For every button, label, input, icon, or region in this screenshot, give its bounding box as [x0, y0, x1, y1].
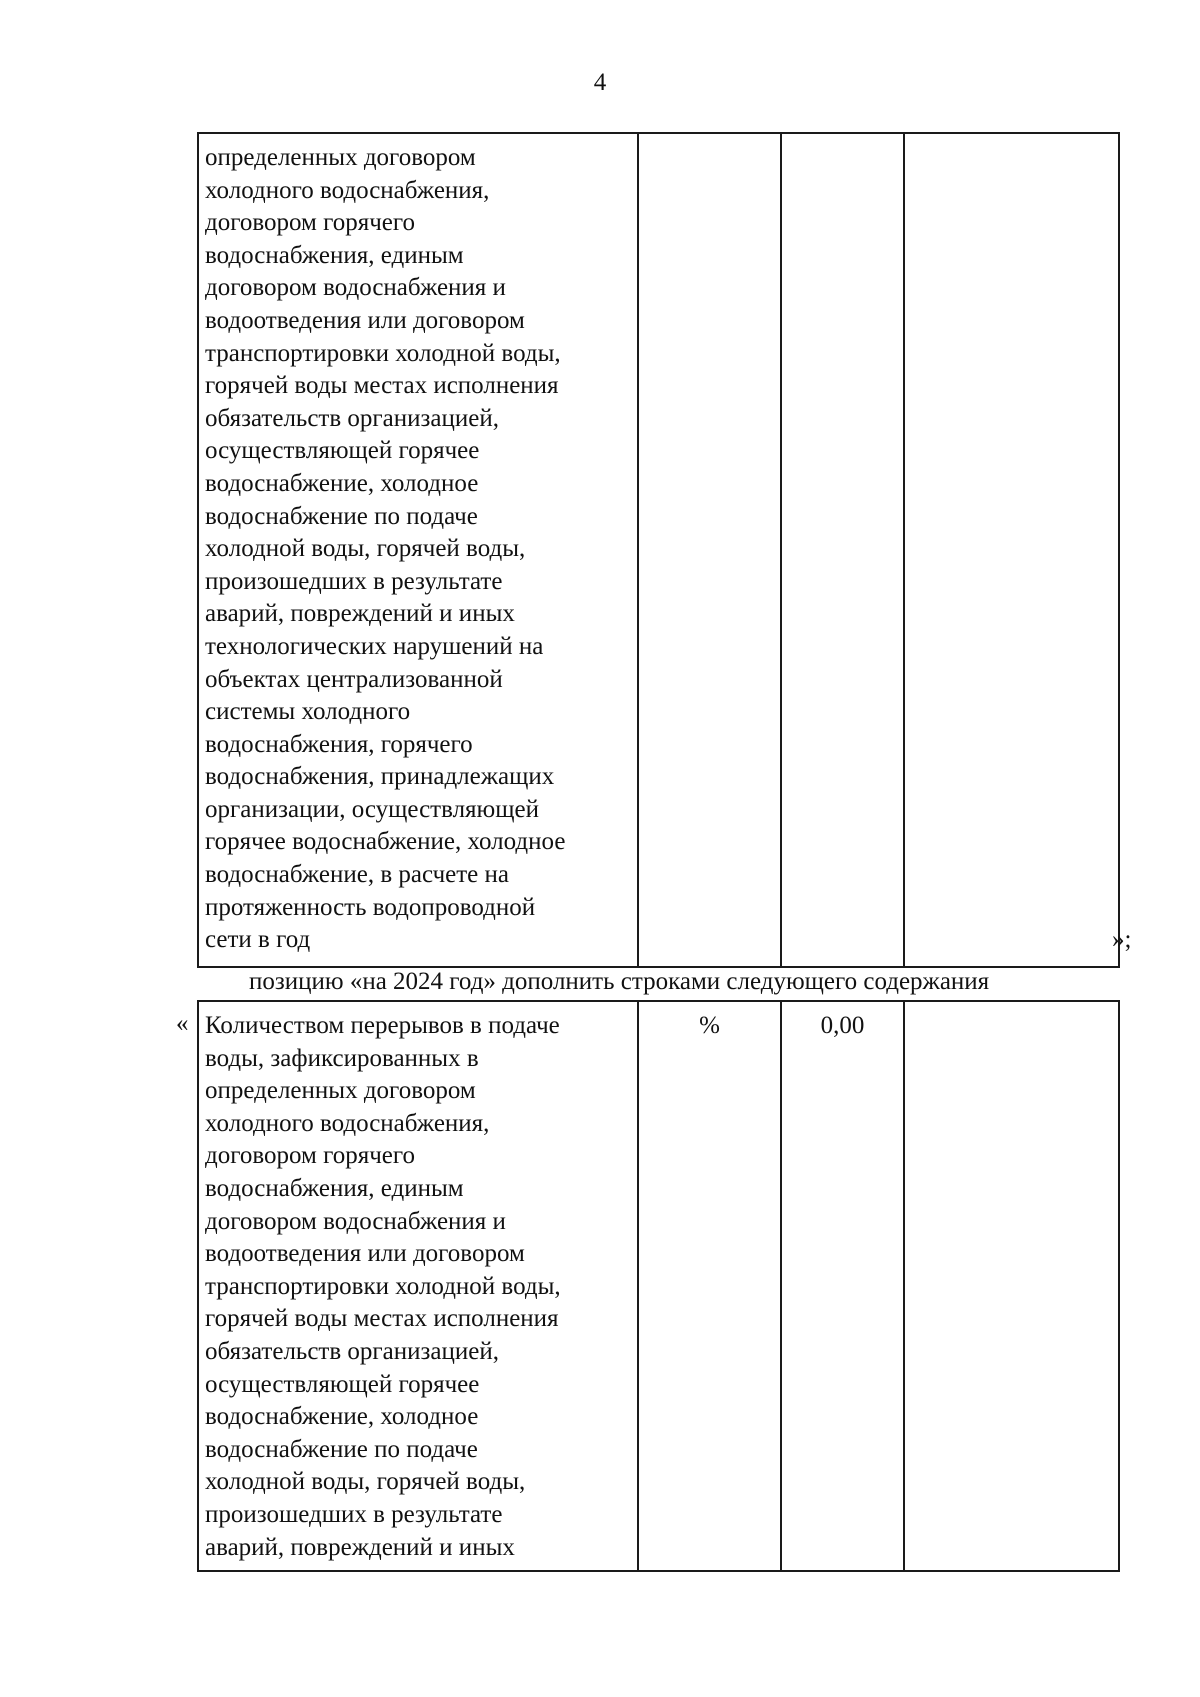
opening-quote-mark: « — [176, 1010, 189, 1037]
page-number: 4 — [593, 69, 607, 96]
indicator-table-new-rows — [197, 1000, 1120, 1572]
value-cell — [781, 133, 904, 967]
empty-cell — [904, 133, 1119, 967]
empty-cell — [904, 1001, 1119, 1571]
indicator-description: определенных договором холодного водоснабжения, договором горячего водоснабжения, единым договором водоснабжения и водоотведения или договором транспортировки холодной воды, горячей воды местах исполнения обязательств организацией, осуществляющей горячее водоснабжение, холодное водоснабжение по подаче холодной воды, горячей воды, произошедших в результате аварий, повреждений и иных технологических нарушений на объектах централизованной системы холодного водоснабжения, горячего водоснабжения, принадлежащих организации, осуществляющей горячее водоснабжение, холодное водоснабжение, в расчете на протяженность водопроводной сети в год — [205, 144, 566, 954]
unit-cell — [638, 1001, 781, 1571]
value-cell — [781, 1001, 904, 1571]
indicator-value: 0,00 — [820, 1012, 865, 1039]
unit-cell — [638, 133, 781, 967]
table-row — [198, 133, 1119, 967]
indicator-description: Количеством перерывов в подаче воды, зафиксированных в определенных договором холодного водоснабжения, договором горячего водоснабжения, единым договором водоснабжения и водоотведения или договором транспортировки холодной воды, горячей воды местах исполнения обязательств организацией, осуществляющей горячее водоснабжение, холодное водоснабжение по подаче холодной воды, горячей воды, произошедших в результате аварий, повреждений и иных — [205, 1012, 561, 1561]
unit-value: % — [699, 1012, 720, 1039]
indicator-description-cell — [198, 1001, 638, 1571]
table-row — [198, 1001, 1119, 1571]
indicator-table-continued — [197, 132, 1120, 968]
amendment-instruction: позицию «на 2024 год» дополнить строками следующего содержания — [249, 968, 990, 995]
indicator-description-cell — [198, 133, 638, 967]
closing-quote-mark: »; — [1112, 926, 1132, 953]
